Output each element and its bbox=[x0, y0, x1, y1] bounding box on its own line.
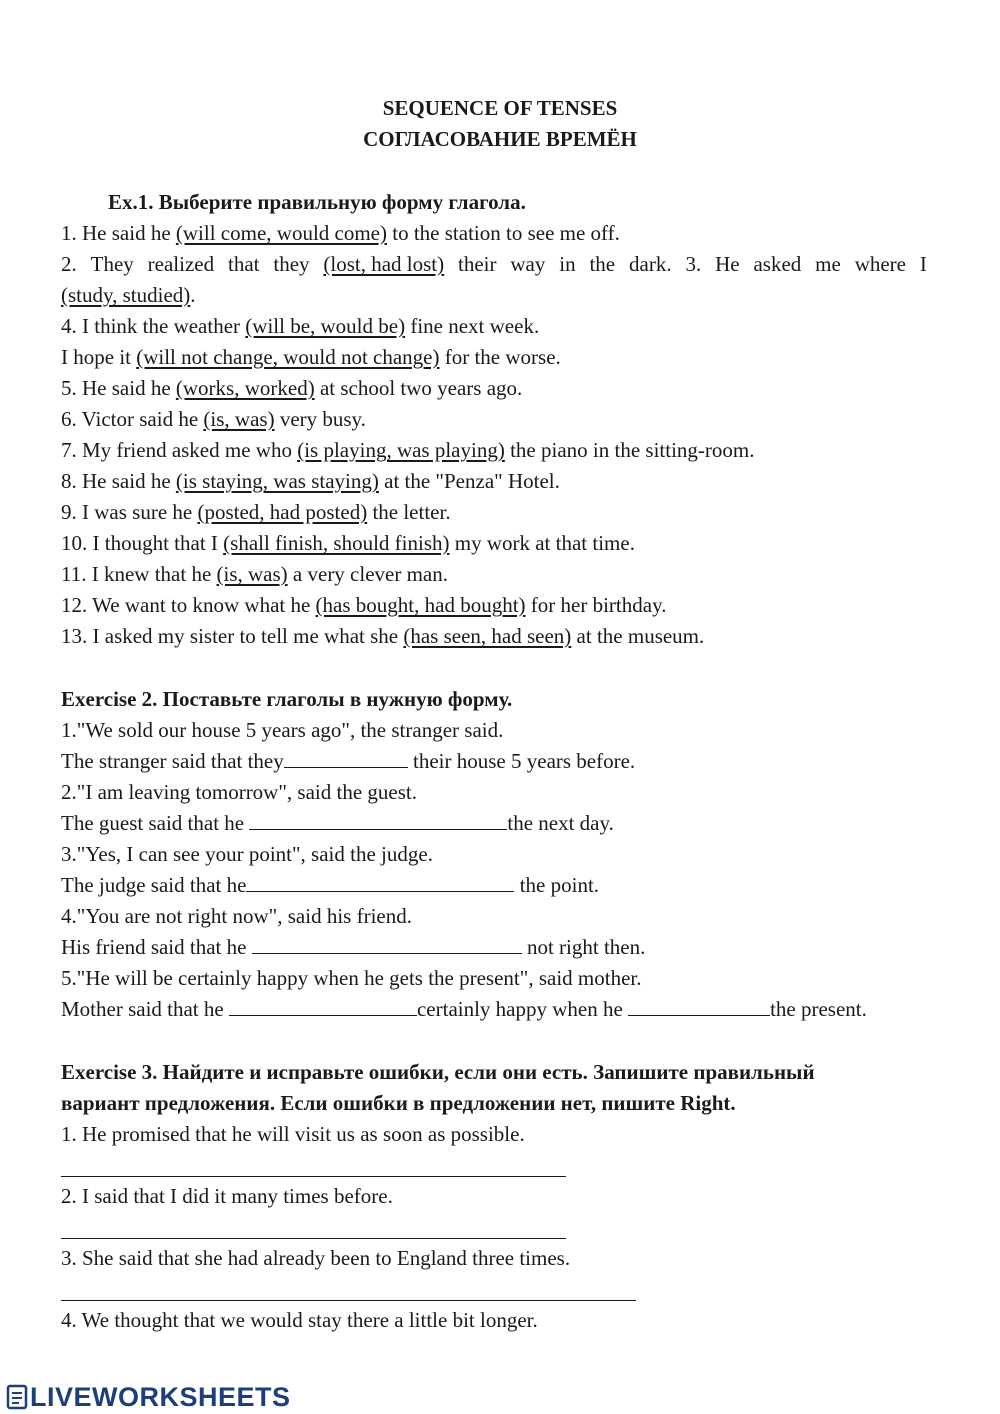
ex1-item-2-3: 2. They realized that they (lost, had lost) their way in the dark. 3. He asked me where I bbox=[61, 249, 927, 280]
ex1-item-9: 9. I was sure he (posted, had posted) the letter. bbox=[61, 500, 451, 524]
choice-options[interactable]: (is playing, was playing) bbox=[297, 438, 505, 462]
choice-options[interactable]: (is, was) bbox=[203, 407, 275, 431]
choice-options[interactable]: (is, was) bbox=[216, 562, 288, 586]
answer-blank[interactable] bbox=[628, 996, 770, 1016]
ex1-item-5: 5. He said he (works, worked) at school two years ago. bbox=[61, 376, 523, 400]
ex2-heading: Exercise 2. Поставьте глаголы в нужную форму. bbox=[61, 687, 513, 711]
ex2-question-1: 1."We sold our house 5 years ago", the stranger said. bbox=[61, 718, 504, 742]
liveworksheets-mark-icon bbox=[6, 1384, 28, 1410]
choice-options[interactable]: (works, worked) bbox=[175, 376, 315, 400]
ex1-item-6: 6. Victor said he (is, was) very busy. bbox=[61, 407, 366, 431]
title-english: SEQUENCE OF TENSES bbox=[382, 96, 618, 120]
ex1-item-12: 12. We want to know what he (has bought, had bought) for her birthday. bbox=[61, 593, 667, 617]
ex1-item-11: 11. I knew that he (is, was) a very clever man. bbox=[61, 562, 449, 586]
ex2-answer-4: His friend said that he not right then. bbox=[61, 935, 646, 959]
ex1-item-3-cont: (study, studied). bbox=[61, 283, 196, 307]
choice-options[interactable]: (study, studied) bbox=[61, 283, 191, 307]
liveworksheets-logo bbox=[6, 1380, 291, 1414]
ex1-item-7: 7. My friend asked me who (is playing, was playing) the piano in the sitting-room. bbox=[61, 438, 755, 462]
ex1-item-1: 1. He said he (will come, would come) to the station to see me off. bbox=[61, 221, 620, 245]
answer-line[interactable] bbox=[61, 1300, 636, 1301]
answer-blank[interactable] bbox=[252, 934, 522, 954]
ex1-item-13: 13. I asked my sister to tell me what she (has seen, had seen) at the museum. bbox=[61, 624, 705, 648]
title-russian: СОГЛАСОВАНИЕ ВРЕМЁН bbox=[363, 127, 637, 151]
ex3-sentence-4: 4. We thought that we would stay there a little bit longer. bbox=[61, 1308, 538, 1332]
ex3-sentence-2: 2. I said that I did it many times before. bbox=[61, 1184, 393, 1208]
ex3-heading-line-2: вариант предложения. Если ошибки в предложении нет, пишите Right. bbox=[61, 1091, 736, 1115]
ex3-heading-line-1: Exercise 3. Найдите и исправьте ошибки, если они есть. Запишите правильный bbox=[61, 1060, 815, 1084]
ex1-item-4: 4. I think the weather (will be, would be) fine next week. bbox=[61, 314, 540, 338]
answer-blank[interactable] bbox=[249, 810, 507, 830]
answer-blank[interactable] bbox=[246, 872, 514, 892]
choice-options[interactable]: (lost, had lost) bbox=[323, 252, 445, 276]
choice-options[interactable]: (will come, would come) bbox=[175, 221, 387, 245]
ex1-heading: Ex.1. Выберите правильную форму глагола. bbox=[108, 190, 526, 214]
answer-blank[interactable] bbox=[229, 996, 417, 1016]
choice-options[interactable]: (has seen, had seen) bbox=[403, 624, 572, 648]
ex2-answer-2: The guest said that he the next day. bbox=[61, 811, 614, 835]
ex1-item-8: 8. He said he (is staying, was staying) at the "Penza" Hotel. bbox=[61, 469, 560, 493]
brand-name: LIVEWORKSHEETS bbox=[30, 1382, 291, 1412]
ex2-question-4: 4."You are not right now", said his friend. bbox=[61, 904, 412, 928]
ex1-item-4b: I hope it (will not change, would not change) for the worse. bbox=[61, 345, 561, 369]
answer-blank[interactable] bbox=[284, 748, 408, 768]
choice-options[interactable]: (shall finish, should finish) bbox=[223, 531, 450, 555]
ex3-sentence-3: 3. She said that she had already been to England three times. bbox=[61, 1246, 571, 1270]
choice-options[interactable]: (posted, had posted) bbox=[197, 500, 368, 524]
answer-line[interactable] bbox=[61, 1176, 566, 1177]
choice-options[interactable]: (will be, would be) bbox=[245, 314, 406, 338]
ex2-question-3: 3."Yes, I can see your point", said the judge. bbox=[61, 842, 433, 866]
ex1-item-10: 10. I thought that I (shall finish, should finish) my work at that time. bbox=[61, 531, 635, 555]
ex3-sentence-1: 1. He promised that he will visit us as soon as possible. bbox=[61, 1122, 525, 1146]
choice-options[interactable]: (will not change, would not change) bbox=[136, 345, 440, 369]
ex2-answer-5: Mother said that he certainly happy when he the present. bbox=[61, 997, 867, 1021]
ex2-answer-3: The judge said that he the point. bbox=[61, 873, 600, 897]
answer-line[interactable] bbox=[61, 1238, 566, 1239]
ex2-question-5: 5."He will be certainly happy when he gets the present", said mother. bbox=[61, 966, 642, 990]
ex2-answer-1: The stranger said that they their house 5 years before. bbox=[61, 749, 636, 773]
choice-options[interactable]: (has bought, had bought) bbox=[315, 593, 526, 617]
choice-options[interactable]: (is staying, was staying) bbox=[175, 469, 379, 493]
ex2-question-2: 2."I am leaving tomorrow", said the guest. bbox=[61, 780, 417, 804]
